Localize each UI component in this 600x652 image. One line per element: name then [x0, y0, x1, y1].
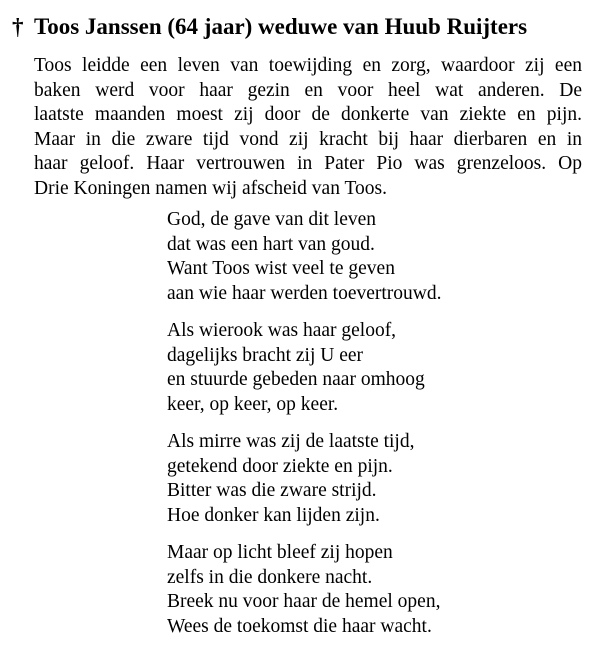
poem-line: en stuurde gebeden naar omhoog [167, 369, 425, 390]
poem-line: getekend door ziekte en pijn. [167, 455, 393, 477]
poem [167, 208, 577, 652]
obituary-title: Toos Janssen (64 jaar) weduwe van Huub Ruijters [34, 14, 528, 39]
poem-line: Maar op licht bleef zij hopen [167, 542, 393, 563]
cross-icon: † [12, 14, 24, 39]
poem-line: Bitter was die zware strijd. [167, 480, 377, 501]
intro-line: Toos leidde een leven van toewijding en zorg, waardoor zij een [34, 55, 582, 76]
poem-stanza [167, 541, 577, 639]
intro-line: haar geloof. Haar vertrouwen in Pater Pio was grenzeloos. Op [34, 153, 582, 174]
poem-line: zelfs in die donkere nacht. [167, 566, 373, 588]
intro-line: Drie Koningen namen wij afscheid van Toos. [34, 177, 387, 199]
intro-line: laatste maanden moest zij door de donkerte van ziekte en pijn. [34, 104, 582, 125]
poem-line: Als mirre was zij de laatste tijd, [167, 431, 415, 452]
intro-line: baken werd voor haar gezin en voor heel wat anderen. De [34, 79, 582, 101]
poem-line: aan wie haar werden toevertrouwd. [167, 282, 442, 304]
poem-stanza [167, 208, 577, 306]
poem-line: Want Toos wist veel te geven [167, 258, 395, 279]
poem-line: dagelijks bracht zij U eer [167, 344, 363, 366]
poem-line: dat was een hart van goud. [167, 233, 375, 255]
poem-line: keer, op keer, op keer. [167, 393, 339, 415]
poem-stanza [167, 319, 577, 417]
poem-line: Breek nu voor haar de hemel open, [167, 591, 441, 612]
poem-line: Hoe donker kan lijden zijn. [167, 504, 380, 526]
poem-line: God, de gave van dit leven [167, 209, 377, 230]
poem-line: Als wierook was haar geloof, [167, 320, 397, 341]
obituary-heading [12, 12, 592, 42]
poem-stanza [167, 430, 577, 528]
poem-line: Wees de toekomst die haar wacht. [167, 615, 432, 637]
obituary-intro [34, 54, 582, 201]
intro-line: Maar in die zware tijd vond zij kracht bij haar dierbaren en in [34, 128, 582, 150]
